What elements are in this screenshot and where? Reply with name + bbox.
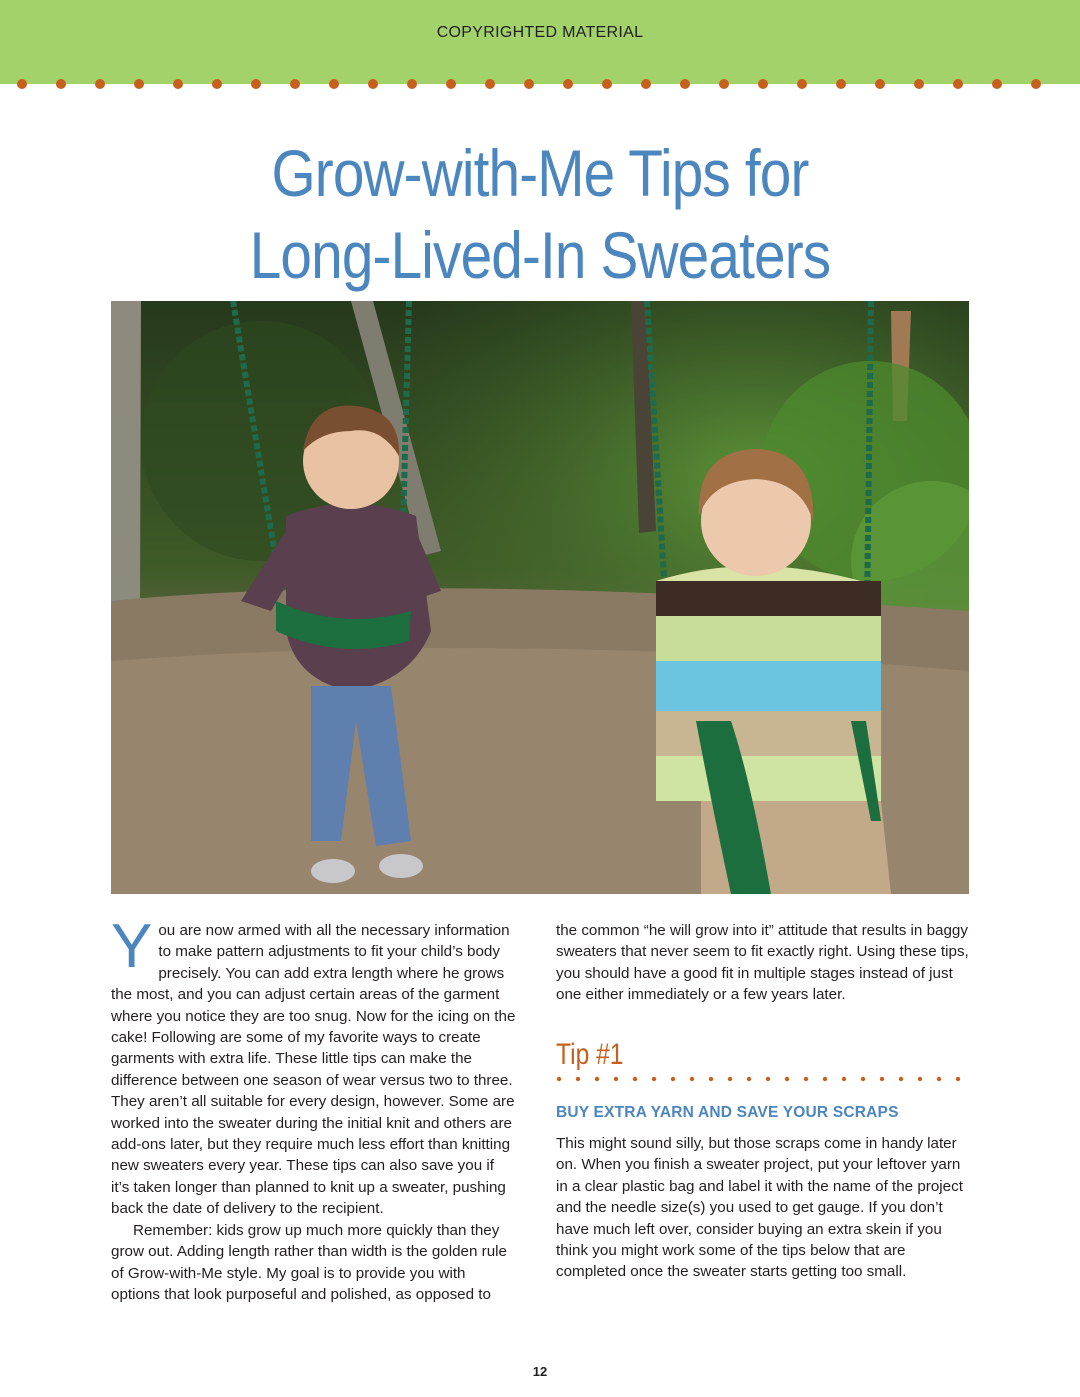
band-dot: [602, 79, 612, 89]
header-band: [0, 0, 1080, 84]
tip-dot: [899, 1077, 903, 1081]
tip-dot: [766, 1077, 770, 1081]
band-dot: [563, 79, 573, 89]
band-dot: [56, 79, 66, 89]
tip-dot: [861, 1077, 865, 1081]
tip-dot: [804, 1077, 808, 1081]
title-line-1: Grow-with-Me Tips for: [271, 136, 809, 210]
band-dot: [875, 79, 885, 89]
children-on-swings-photo: [111, 301, 969, 894]
band-dot: [173, 79, 183, 89]
band-dot: [992, 79, 1002, 89]
tip-dot: [937, 1077, 941, 1081]
band-dot: [914, 79, 924, 89]
intro-paragraph-1: [111, 912, 516, 1220]
tip-dot: [842, 1077, 846, 1081]
tip-1-body: This might sound silly, but those scraps come in handy later on. When you finish a sweater project, put your leftover yarn in a clear plastic bag and label it with the name of the project and the needle size(s) you used to get gauge. If you don’t have much left over, consider buying an extra skein if you think you might work some of the tips below that are completed once the sweater starts getting too small.: [556, 1135, 963, 1281]
band-dot: [368, 79, 378, 89]
tip-dot: [728, 1077, 732, 1081]
band-dot: [641, 79, 651, 89]
title-line-2: Long-Lived-In Sweaters: [249, 218, 831, 292]
band-dot: [1031, 79, 1041, 89]
tip-dot: [576, 1077, 580, 1081]
band-dot: [485, 79, 495, 89]
band-dot: [212, 79, 222, 89]
tip-dot: [690, 1077, 694, 1081]
tip-dot: [747, 1077, 751, 1081]
band-dot: [680, 79, 690, 89]
band-dot: [329, 79, 339, 89]
tip-dot: [557, 1077, 561, 1081]
tip-dot-rule: [556, 1074, 969, 1084]
tip-dot: [880, 1077, 884, 1081]
tip-1-subheading: BUY EXTRA YARN AND SAVE YOUR SCRAPS: [556, 1104, 899, 1121]
tip-dot: [595, 1077, 599, 1081]
band-dot: [95, 79, 105, 89]
copyright-banner: COPYRIGHTED MATERIAL: [436, 24, 644, 41]
band-dot: [134, 79, 144, 89]
band-dot: [836, 79, 846, 89]
band-dot: [953, 79, 963, 89]
tip-dot: [785, 1077, 789, 1081]
band-dot: [290, 79, 300, 89]
tip-dot: [709, 1077, 713, 1081]
intro-paragraph-2: Remember: kids grow up much more quickly than they grow out. Adding length rather than width is the golden rule of Grow-with-Me style. My goal is to provide you with options that look purposeful and polished, as opposed to: [111, 1221, 507, 1303]
page-number: 12: [532, 1364, 548, 1379]
intro-paragraph-1-text: ou are now armed with all the necessary information to make pattern adjustments to fit your child’s body precisely. You can add extra length where he grows the most, and you can adjust certain areas of the garment where you notice they are too snug. Now for the icing on the cake! Following are some of my favorite ways to create garments with extra life. These little tips can make the difference between one season of wear versus two to three. They aren’t all suitable for every design, however. Some are worked into the sweater during the initial knit and others are add-ons later, but they require much less effort than knitting new sweaters every year. These tips can also save you if it’s taken longer than planned to knit up a sweater, pushing back the date of delivery to the recipient.: [111, 922, 516, 1218]
intro-paragraph-2-continued: the common “he will grow into it” attitude that results in baggy sweaters that never seem to fit exactly right. Using these tips, you should have a good fit in multiple stages instead of just one either immediately or a few years later.: [556, 922, 969, 1004]
tip-dot: [918, 1077, 922, 1081]
band-dot-border: [0, 76, 1080, 92]
tip-dot: [671, 1077, 675, 1081]
drop-cap: Y: [111, 912, 153, 981]
intro-column-left: [111, 912, 516, 1305]
band-dot: [719, 79, 729, 89]
tip-1-heading: Tip #1: [556, 1038, 624, 1071]
page-title: [76, 132, 1005, 296]
band-dot: [758, 79, 768, 89]
band-dot: [797, 79, 807, 89]
tip-dot: [652, 1077, 656, 1081]
tip-dot: [956, 1077, 960, 1081]
band-dot: [524, 79, 534, 89]
band-dot: [446, 79, 456, 89]
intro-column-right: [556, 920, 969, 1006]
band-dot: [251, 79, 261, 89]
tip-dot: [614, 1077, 618, 1081]
tip-dot: [823, 1077, 827, 1081]
tip-dot: [633, 1077, 637, 1081]
band-dot: [17, 79, 27, 89]
band-dot: [407, 79, 417, 89]
